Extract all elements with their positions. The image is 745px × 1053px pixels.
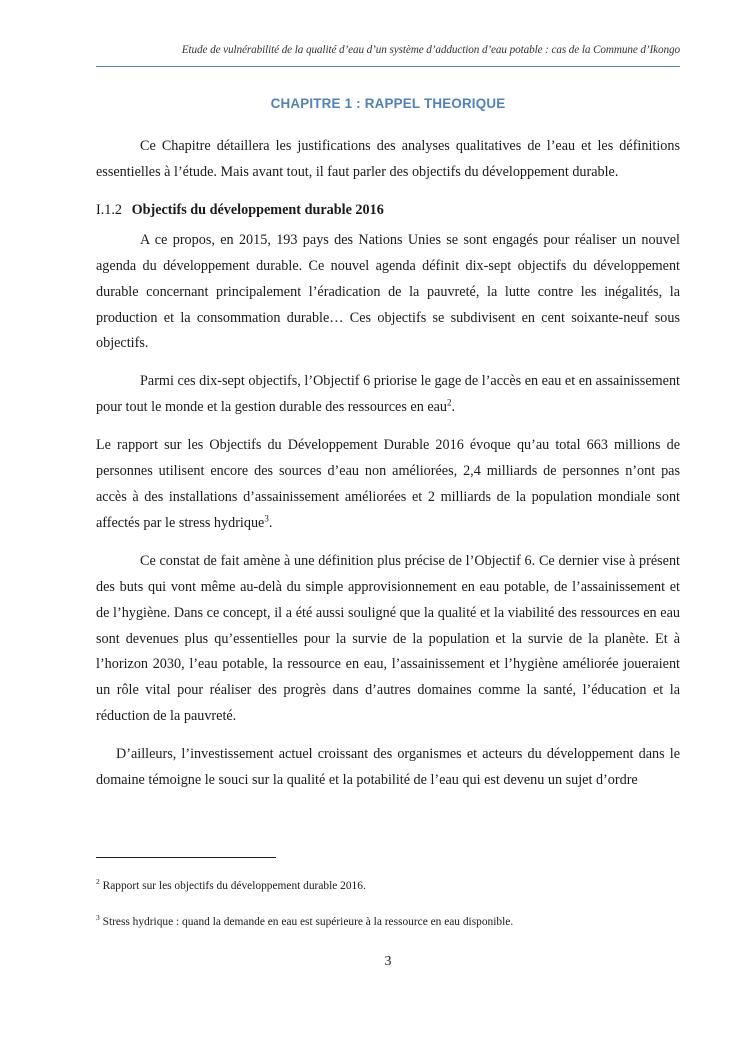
paragraph-objective-6-text: Parmi ces dix-sept objectifs, l’Objectif 6 priorise le gage de l’accès en eau et en assainissement pour tout le monde et la gestion durable des ressources en eau (96, 373, 680, 416)
footnote-3 (96, 915, 680, 929)
footnote-3-text: Stress hydrique : quand la demande en eau est supérieure à la ressource en eau disponible. (102, 916, 514, 928)
footnote-2-number: 2 (96, 877, 100, 887)
footnote-2-text: Rapport sur les objectifs du développement durable 2016. (102, 880, 366, 892)
running-header: Etude de vulnérabilité de la qualité d’eau d’un système d’adduction d’eau potable : cas de la Commune d’Ikongo (181, 44, 680, 56)
page-number: 3 (384, 954, 392, 969)
paragraph-report-2016-text: Le rapport sur les Objectifs du Développement Durable 2016 évoque qu’au total 663 millions de personnes utilisent encore des sources d’eau non améliorées, 2,4 milliards de personnes n’ont pas accès à des installations d’assainissement améliorées et 2 milliards de la population mondiale sont affectés par le stress hydrique (96, 437, 680, 531)
footnote-2 (96, 879, 680, 893)
section-title: Objectifs du développement durable 2016 (131, 201, 384, 218)
document-body (96, 134, 680, 794)
chapter-title: CHAPITRE 1 : RAPPEL THEORIQUE (270, 96, 506, 111)
paragraph-end-mark: . (268, 514, 273, 531)
paragraph-objective-6-definition: Ce constat de fait amène à une définition plus précise de l’Objectif 6. Ce dernier vise à présent des buts qui vont même au-delà du simple approvisionnement en eau potable, de l’assainissement et de l’hygiène. Dans ce concept, il a été aussi souligné que la qualité et la viabilité des ressources en eau sont devenues plus qu’essentielles pour la survie de la population et la survie de la planète. Et à l’horizon 2030, l’eau potable, la ressource en eau, l’assainissement et l’hygiène améliorée joueraient un rôle vital pour réaliser des progrès dans d’autres domaines comme la santé, l’éducation et la réduction de la pauvreté. (96, 552, 680, 725)
paragraph-investment: D’ailleurs, l’investissement actuel croissant des organismes et acteurs du développement dans le domaine témoigne le souci sur la qualité et la potabilité de l’eau qui est devenu un sujet d’ordre (96, 746, 680, 789)
footnote-ref-2[interactable]: 2 (447, 397, 452, 408)
paragraph-end-mark: . (451, 399, 456, 416)
header-divider (96, 66, 680, 67)
footnote-3-number: 3 (96, 913, 100, 923)
paragraph-report-2016 (96, 433, 680, 537)
intro-paragraph: Ce Chapitre détaillera les justifications des analyses qualitatives de l’eau et les définitions essentielles à l’étude. Mais avant tout, il faut parler des objectifs du développement durable. (96, 138, 680, 180)
section-number: I.1.2 (96, 201, 123, 218)
footnote-separator (96, 857, 276, 858)
paragraph-objective-6 (96, 369, 680, 421)
paragraph-agenda: A ce propos, en 2015, 193 pays des Nations Unies se sont engagés pour réaliser un nouvel agenda du développement durable. Ce nouvel agenda définit dix-sept objectifs du développement durable concernant principalement l’éradication de la pauvreté, la lutte contre les inégalités, la production et la consommation durable… Ces objectifs se subdivisent en cent soixante-neuf sous objectifs. (96, 231, 680, 352)
section-heading (96, 198, 680, 223)
footnote-ref-3[interactable]: 3 (264, 513, 269, 524)
